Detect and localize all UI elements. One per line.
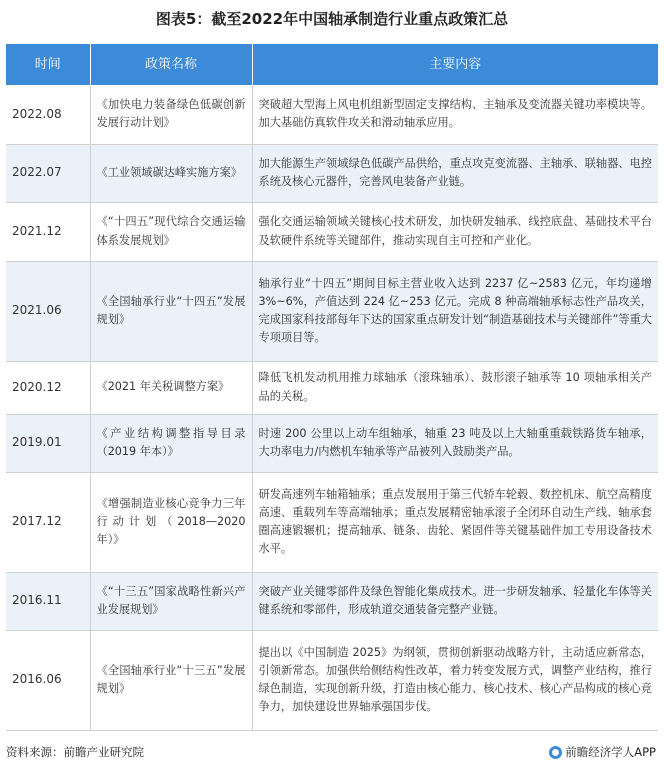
row-policy-name: 《2021 年关税调整方案》 (90, 361, 252, 414)
table-row (6, 361, 658, 414)
row-content: 突破超大型海上风电机组新型固定支撑结构、主轴承及变流器关键功率模块等。加大基础仿真软件攻关和滑动轴承应用。 (252, 85, 658, 144)
figure-title: 图表5：截至2022年中国轴承制造行业重点政策汇总 (155, 10, 509, 28)
row-policy-name: 《增强制造业核心竞争力三年行动计划（2018—2020 年）》 (90, 472, 252, 572)
row-policy-name: 《加快电力装备绿色低碳创新发展行动计划》 (90, 85, 252, 144)
header-main-content: 主要内容 (252, 44, 658, 85)
row-content: 降低飞机发动机用推力球轴承（滚珠轴承）、鼓形滚子轴承等 10 项轴承相关产品的关税。 (252, 361, 658, 414)
row-time: 2019.01 (6, 414, 90, 472)
table-row (6, 572, 658, 630)
row-time: 2022.08 (6, 85, 90, 144)
row-time: 2016.11 (6, 572, 90, 630)
row-content: 加大能源生产领域绿色低碳产品供给，重点攻克变流器、主轴承、联轴器、电控系统及核心元器件，完善风电装备产业链。 (252, 144, 658, 202)
table-row (6, 85, 658, 144)
table-row (6, 261, 658, 361)
brand-logo-icon (549, 746, 562, 759)
row-time: 2020.12 (6, 361, 90, 414)
row-content: 提出以《中国制造 2025》为纲领，贯彻创新驱动战略方针，主动适应新常态，引领新常态。加强供给侧结构性改革，着力转变发展方式，调整产业结构，推行绿色制造，实现创新升级，打造由核心能力、核心技术、核心产品构成的核心竞争力，加快建设世界轴承强国步伐。 (252, 630, 658, 730)
header-policy-name: 政策名称 (90, 44, 252, 85)
table-row (6, 630, 658, 730)
row-time: 2017.12 (6, 472, 90, 572)
row-content: 轴承行业“十四五”期间目标主营业收入达到 2237 亿~2583 亿元，年均递增 3%~6%，产值达到 224 亿~253 亿元。完成 8 种高端轴承标志性产品攻关，完成国家科技部每年下达的国家重点研发计划“制造基础技术与关键部件”等重大专项项目等。 (252, 261, 658, 361)
brand-label: 前瞻经济学人APP (565, 745, 656, 759)
row-time: 2021.06 (6, 261, 90, 361)
row-policy-name: 《全国轴承行业“十四五”发展规划》 (90, 261, 252, 361)
table-header-row (6, 44, 658, 85)
table-row (6, 202, 658, 261)
row-policy-name: 《产业结构调整指导目录（2019 年本）》 (90, 414, 252, 472)
row-content: 强化交通运输领域关键核心技术研发，加快研发轴承、线控底盘、基础技术平台及软硬件系统等关键部件，推动实现自主可控和产业化。 (252, 202, 658, 261)
source-note: 资料来源：前瞻产业研究院 (6, 745, 144, 759)
header-time: 时间 (6, 44, 90, 85)
row-policy-name: 《工业领域碳达峰实施方案》 (90, 144, 252, 202)
row-content: 突破产业关键零部件及绿色智能化集成技术。进一步研发轴承、轻量化车体等关键系统和零部件，形成轨道交通装备完整产业链。 (252, 572, 658, 630)
table-row (6, 472, 658, 572)
row-time: 2021.12 (6, 202, 90, 261)
row-policy-name: 《“十三五”国家战略性新兴产业发展规划》 (90, 572, 252, 630)
table-row (6, 144, 658, 202)
table-row (6, 414, 658, 472)
row-policy-name: 《“十四五”现代综合交通运输体系发展规划》 (90, 202, 252, 261)
row-time: 2016.06 (6, 630, 90, 730)
row-policy-name: 《全国轴承行业“十三五”发展规划》 (90, 630, 252, 730)
row-time: 2022.07 (6, 144, 90, 202)
brand-footer (549, 744, 656, 760)
row-content: 时速 200 公里以上动车组轴承，轴重 23 吨及以上大轴重重载铁路货车轴承，大功率电力/内燃机车轴承等产品被列入鼓励类产品。 (252, 414, 658, 472)
row-content: 研发高速列车轴箱轴承；重点发展用于第三代轿车轮毂、数控机床、航空高精度高速、重载列车等高端轴承；重点发展精密轴承滚子全闭环自动生产线、轴承套圈高速锻辗机；提高轴承、链条、齿轮、紧固件等关键基础件加工专用设备技术水平。 (252, 472, 658, 572)
policy-table (6, 44, 658, 731)
